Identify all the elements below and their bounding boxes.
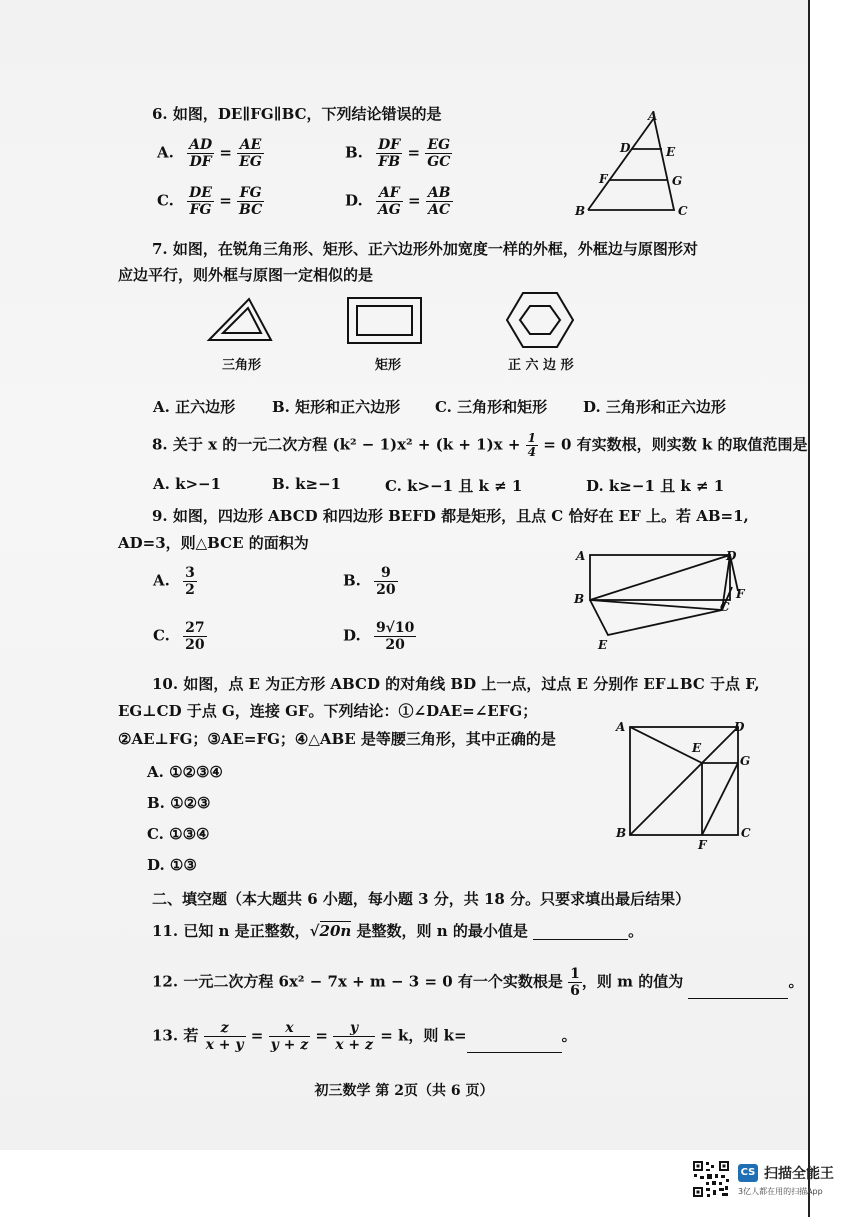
label-a: A — [616, 720, 626, 734]
q11: 11. 已知 n 是正整数，√20n 是整数，则 n 的最小值是 。 — [152, 922, 644, 940]
q7-stem-line1: 7. 如图，在锐角三角形、矩形、正六边形外加宽度一样的外框，外框边与原图形对 — [152, 240, 698, 258]
q8-option-b: B. k≥−1 — [272, 475, 342, 493]
q11-pre: 11. 已知 n 是正整数， — [152, 922, 310, 940]
label-f: F — [736, 587, 745, 601]
q8-option-a: A. k>−1 — [153, 475, 222, 493]
framed-rectangle-figure — [345, 295, 425, 347]
q10-stem-line3: ②AE⊥FG；③AE=FG；④△ABE 是等腰三角形，其中正确的是 — [118, 730, 556, 748]
scanner-logo-icon: CS — [738, 1164, 758, 1182]
q6-triangle-figure — [570, 108, 700, 223]
option-label: C. — [157, 191, 174, 210]
label-f: F — [599, 172, 608, 186]
page-edge-line — [808, 0, 810, 1217]
label-g: G — [672, 174, 683, 188]
fraction-numerator: 9√10 — [375, 620, 415, 636]
option-label: D. — [343, 626, 361, 645]
fraction-numerator: 1 — [570, 966, 580, 982]
fraction-denominator: y + z — [270, 1037, 309, 1053]
label-b: B — [616, 826, 627, 840]
section-2-title: 二、填空题（本大题共 6 小题，每小题 3 分，共 18 分。只要求填出最后结果） — [152, 890, 691, 908]
q13-answer-blank[interactable] — [467, 1052, 562, 1053]
caption-hexagon: 正 六 边 形 — [508, 358, 574, 373]
q6-option-b: B. $\frac{DF}{FB}$ = $\frac{EG}{GC}$ — [345, 137, 451, 170]
equals-sign: = — [250, 1026, 264, 1045]
q10-stem-line1: 10. 如图，点 E 为正方形 ABCD 的对角线 BD 上一点，过点 E 分别作 EF⊥BC 于点 F, — [152, 675, 760, 693]
fraction-denominator: AG — [377, 202, 401, 218]
fraction-denominator: 2 — [185, 582, 195, 598]
label-c: C — [720, 600, 730, 614]
q13 — [152, 1020, 577, 1053]
fraction-denominator: 20 — [185, 637, 205, 653]
q6-stem: 6. 如图，DE∥FG∥BC，下列结论错误的是 — [152, 105, 442, 123]
label-e: E — [666, 145, 676, 159]
q7-stem-line2: 应边平行，则外框与原图一定相似的是 — [118, 266, 374, 284]
label-a: A — [648, 109, 658, 123]
label-c: C — [678, 204, 688, 218]
label-c: C — [741, 826, 751, 840]
q8-stem — [152, 432, 808, 459]
q6-option-c: C. $\frac{DE}{FG}$ = $\frac{FG}{BC}$ — [157, 185, 263, 218]
q8-stem-pre: 8. 关于 x 的一元二次方程 (k² − 1)x² + (k + 1)x + — [152, 435, 521, 454]
framed-hexagon-figure — [505, 290, 575, 350]
q10-option-d: D. ①③ — [147, 856, 197, 874]
fraction-denominator: 4 — [527, 445, 536, 459]
fraction-denominator: 6 — [570, 983, 580, 999]
label-g: G — [740, 754, 751, 768]
option-label: D. — [345, 191, 363, 210]
q7-option-c: C. 三角形和矩形 — [435, 398, 548, 416]
label-d: D — [726, 549, 737, 563]
label-d: D — [734, 720, 745, 734]
q10-option-c: C. ①③④ — [147, 825, 210, 843]
fraction-numerator: DE — [189, 185, 212, 201]
scanner-tagline: 3亿人都在用的扫描App — [738, 1187, 823, 1196]
fraction-denominator: 20 — [385, 637, 405, 653]
equals-sign: = — [315, 1026, 328, 1045]
fraction-numerator: 3 — [185, 565, 195, 581]
q7-option-d: D. 三角形和正六边形 — [583, 398, 726, 416]
q9-option-c — [153, 620, 207, 653]
label-d: D — [620, 141, 631, 155]
fraction-numerator: FG — [237, 185, 264, 202]
q12-answer-blank[interactable] — [688, 998, 788, 999]
fraction-denominator: x + y — [205, 1037, 244, 1053]
fraction-numerator: z — [204, 1020, 246, 1037]
q11-post: 是整数，则 n 的最小值是 — [351, 922, 528, 940]
q12-pre: 12. 一元二次方程 6x² − 7x + m − 3 = 0 有一个实数根是 — [152, 972, 563, 991]
option-label: A. — [157, 143, 174, 162]
q11-answer-blank[interactable] — [533, 939, 628, 940]
fraction-denominator: FB — [378, 154, 401, 170]
fraction-numerator: y — [333, 1020, 375, 1037]
fraction-denominator: AC — [428, 202, 451, 218]
fraction-numerator: 27 — [185, 620, 205, 636]
label-a: A — [576, 549, 586, 563]
fraction-denominator: GC — [427, 154, 451, 170]
q10-stem-line2: EG⊥CD 于点 G，连接 GF。下列结论：①∠DAE=∠EFG； — [118, 702, 538, 720]
option-label: B. — [343, 571, 361, 590]
q6-option-d: D. $\frac{AF}{AG}$ = $\frac{AB}{AC}$ — [345, 185, 451, 218]
label-e: E — [598, 638, 608, 652]
page-footer: 初三数学 第 2页（共 6 页） — [314, 1083, 494, 1099]
q13-pre: 13. 若 — [152, 1026, 199, 1045]
fraction-numerator: DF — [378, 137, 401, 153]
q9-rectangles-figure — [568, 545, 753, 655]
q10-square-figure — [612, 715, 762, 850]
q9-stem-line1: 9. 如图，四边形 ABCD 和四边形 BEFD 都是矩形，且点 C 恰好在 EF 上。若 AB=1, — [152, 507, 749, 525]
q9-option-b — [343, 565, 398, 598]
label-e: E — [692, 741, 702, 755]
fraction-numerator: AD — [189, 137, 213, 153]
option-label: A. — [153, 571, 170, 590]
q9-option-d — [343, 620, 416, 653]
fraction-denominator: x + z — [335, 1037, 373, 1053]
fraction-numerator: 1 — [527, 431, 536, 445]
label-f: F — [698, 838, 707, 850]
scanner-app-name: 扫描全能王 — [764, 1166, 834, 1182]
q8-option-c: C. k>−1 且 k ≠ 1 — [385, 477, 523, 495]
q8-stem-post: = 0 有实数根，则实数 k 的取值范围是 — [543, 435, 808, 454]
q9-stem-line2: AD=3，则△BCE 的面积为 — [118, 534, 309, 552]
fraction-denominator: 20 — [376, 582, 396, 598]
caption-rectangle: 矩形 — [375, 358, 402, 373]
q11-radicand: 20n — [319, 922, 352, 940]
fraction-numerator: AF — [376, 185, 403, 202]
q12-end: 。 — [788, 972, 804, 991]
q12-post: ，则 m 的值为 — [581, 972, 684, 991]
q11-end: 。 — [628, 922, 644, 940]
framed-triangle-figure — [205, 295, 275, 345]
option-label: C. — [153, 626, 170, 645]
fraction-numerator: 9 — [374, 565, 397, 582]
fraction-denominator: EG — [239, 154, 262, 170]
fraction-numerator: AB — [427, 185, 451, 201]
q9-option-a — [153, 565, 197, 598]
q13-post: = k，则 k= — [380, 1026, 467, 1045]
label-b: B — [575, 204, 586, 218]
caption-triangle: 三角形 — [222, 358, 262, 373]
fraction-numerator: x — [269, 1020, 311, 1037]
q6-option-a: A. $\frac{AD}{DF}$ = $\frac{AE}{EG}$ — [157, 137, 262, 170]
q8-option-d: D. k≥−1 且 k ≠ 1 — [586, 477, 725, 495]
fraction-denominator: DF — [189, 154, 212, 170]
q7-option-b: B. 矩形和正六边形 — [272, 398, 401, 416]
fraction-denominator: BC — [239, 202, 263, 218]
q12 — [152, 966, 803, 999]
fraction-numerator: AE — [237, 137, 264, 154]
fraction-numerator: EG — [425, 137, 452, 154]
q10-option-b: B. ①②③ — [147, 794, 211, 812]
option-label: B. — [345, 143, 363, 162]
label-b: B — [574, 592, 585, 606]
q7-option-a: A. 正六边形 — [153, 398, 236, 416]
q10-option-a: A. ①②③④ — [147, 763, 223, 781]
fraction-denominator: FG — [189, 202, 212, 218]
q13-end: 。 — [561, 1026, 577, 1045]
qr-code-icon — [692, 1160, 730, 1198]
